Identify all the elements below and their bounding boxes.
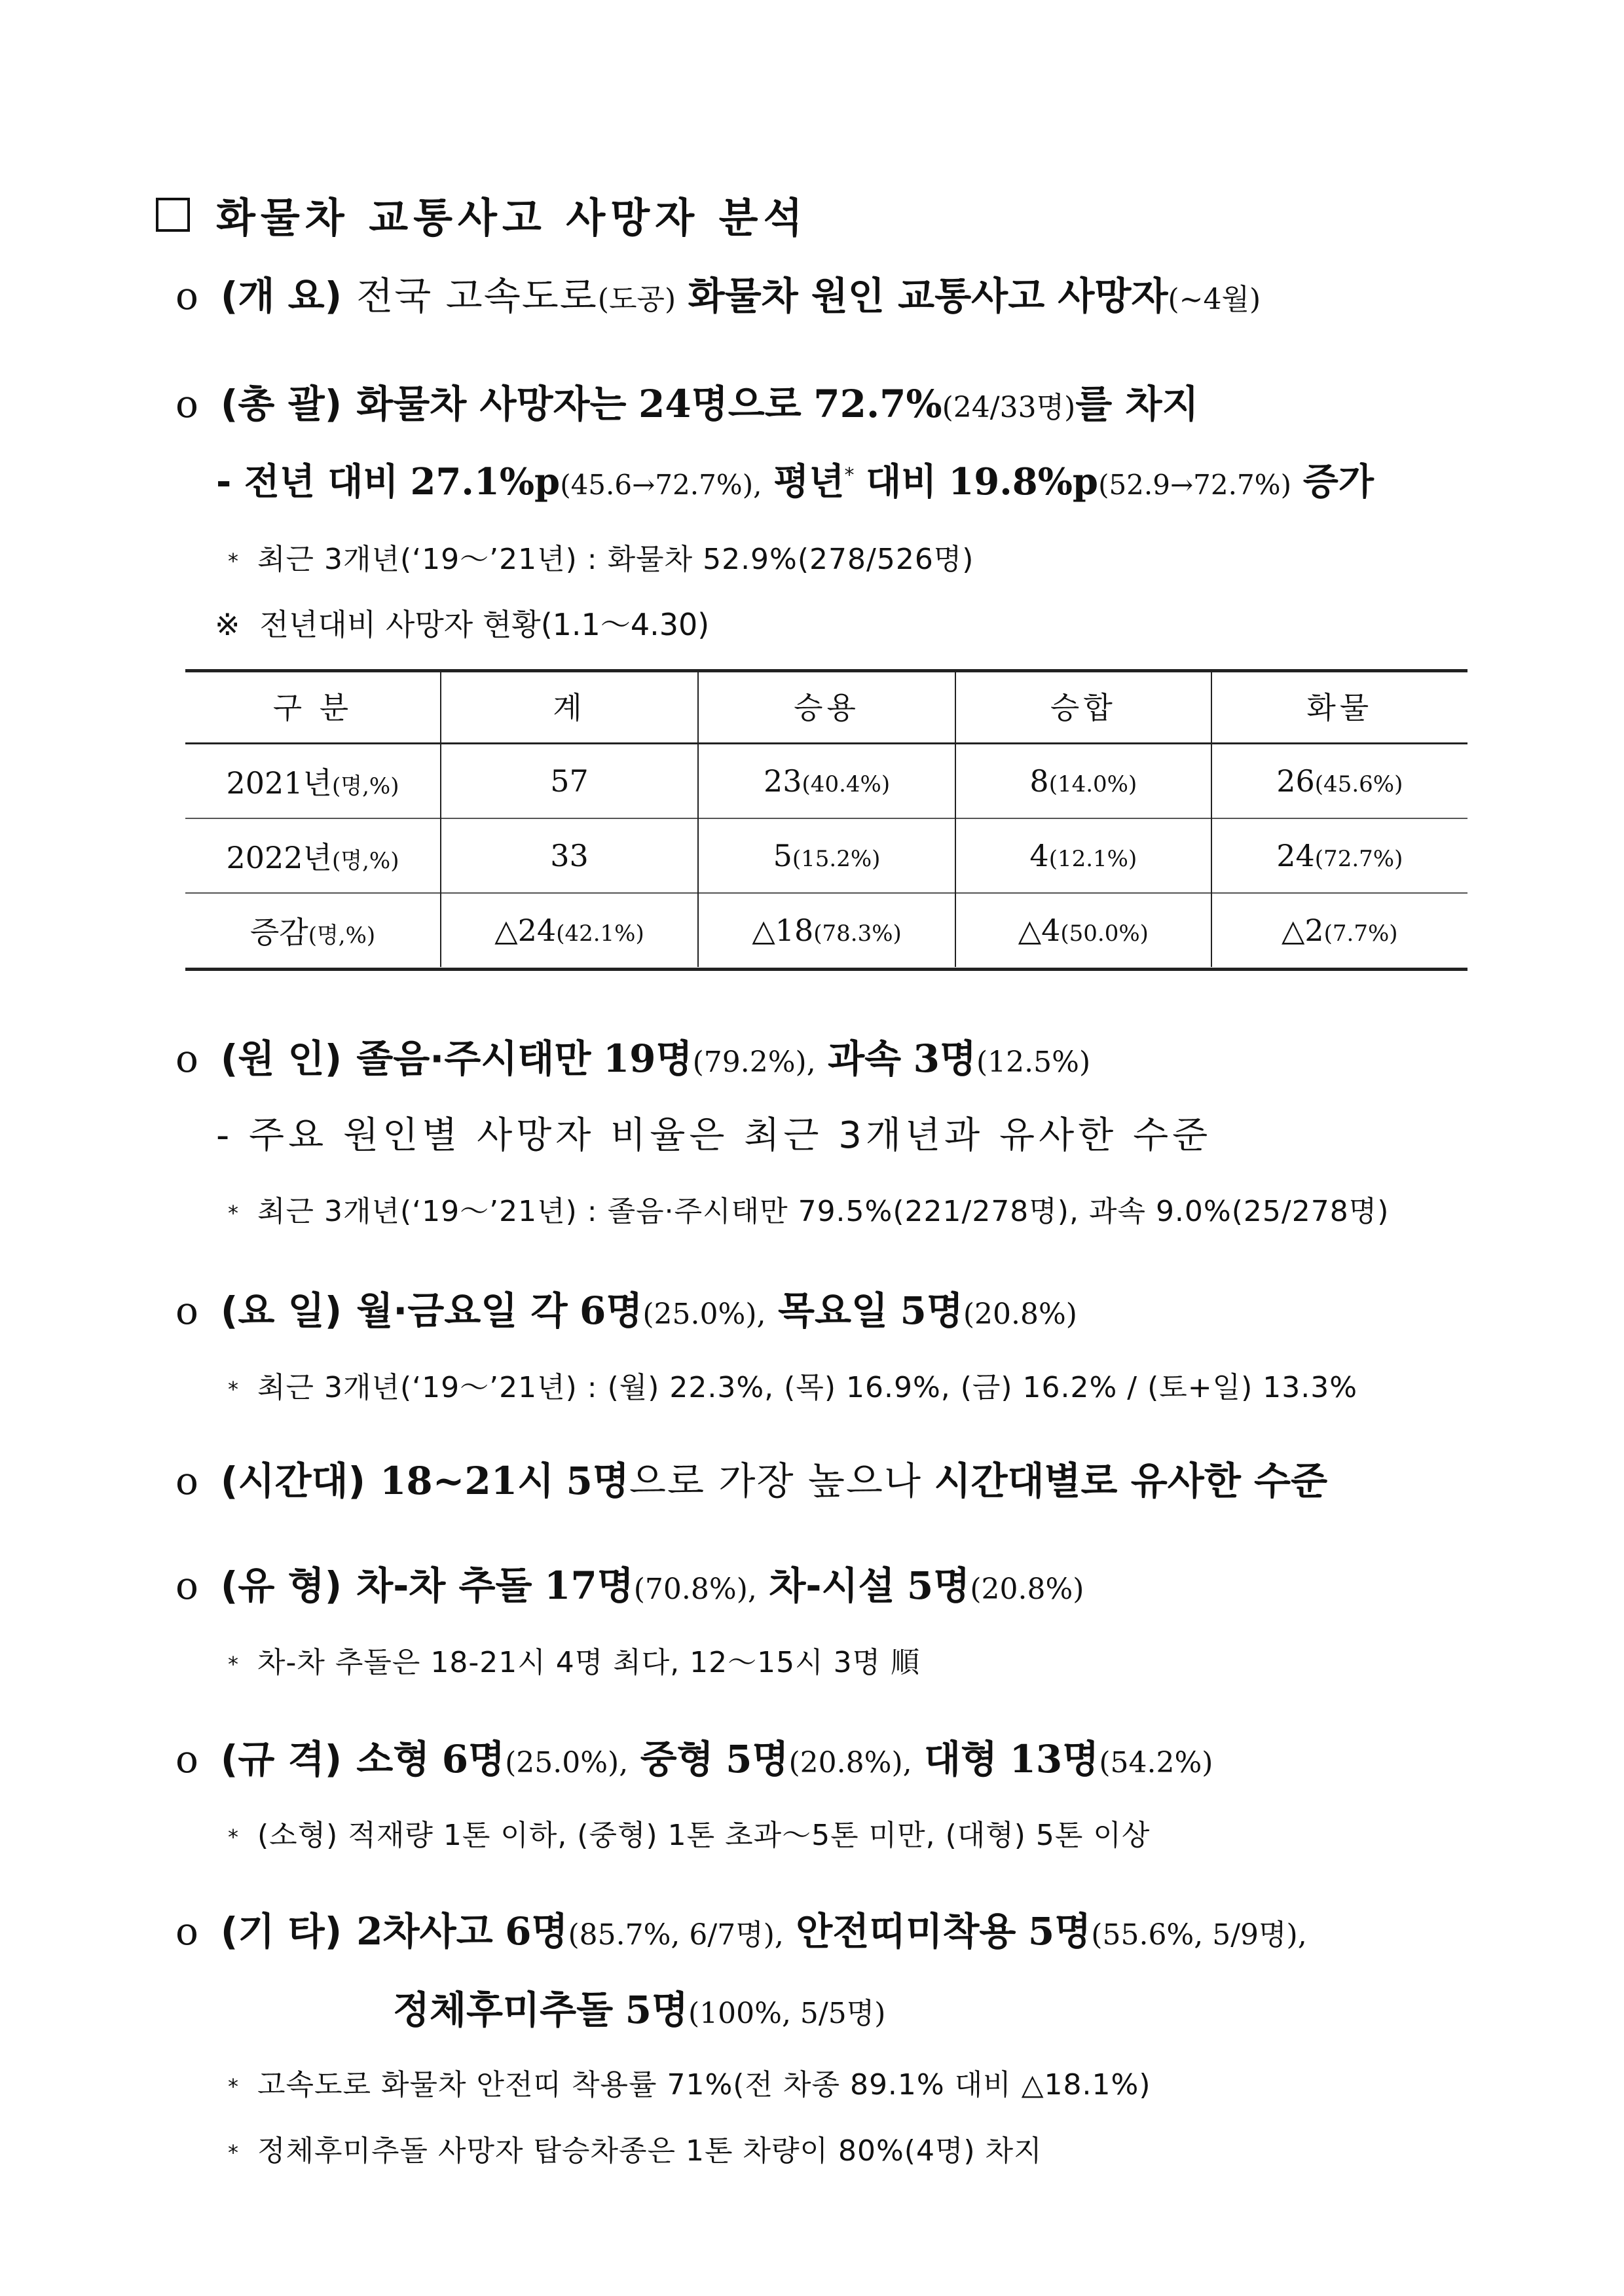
row-unit: (명,%) bbox=[332, 773, 399, 799]
etc-text-2: 6명 bbox=[505, 1909, 568, 1954]
weekday-text-1: 월·금요일 각 bbox=[356, 1288, 568, 1333]
cell-percent: (12.1%) bbox=[1048, 846, 1137, 872]
cell-percent: (14.0%) bbox=[1048, 771, 1137, 797]
cell-percent: (78.3%) bbox=[813, 920, 902, 947]
asterisk-icon: * bbox=[228, 2140, 239, 2165]
etc-text-3: (85.7%, 6/7명), bbox=[568, 1918, 784, 1952]
summary-text-2: 24명 bbox=[638, 382, 728, 426]
bullet-o-icon: o bbox=[175, 1036, 198, 1081]
weekday-note bbox=[228, 1364, 1357, 1406]
checkbox-square-icon bbox=[156, 198, 190, 232]
etc-note-2-text: 정체후미추돌 사망자 탑승차종은 1톤 차량이 80%(4명) 차지 bbox=[257, 2134, 1043, 2168]
cell-percent: (42.1%) bbox=[556, 920, 644, 947]
cause-line bbox=[175, 1028, 1090, 1083]
summary-dash-text-1: - 전년 대비 bbox=[216, 461, 399, 503]
weekday-note-text: 최근 3개년(‘19～’21년) : (월) 22.3%, (목) 16.9%, (금) 16.2% / (토+일) 13.3% bbox=[257, 1371, 1358, 1404]
cell-value: △4 bbox=[1018, 913, 1061, 948]
weekday-text-6: (20.8%) bbox=[963, 1298, 1077, 1331]
size-text-5: 5명 bbox=[726, 1737, 789, 1781]
time-text-3: 으로 가장 높으나 bbox=[629, 1459, 922, 1503]
etc-note-1-text: 고속도로 화물차 안전띠 착용률 71%(전 차종 89.1% 대비 △18.1%) bbox=[257, 2068, 1151, 2102]
size-note-text: (소형) 적재량 1톤 이하, (중형) 1톤 초과～5톤 미만, (대형) 5톤 이상 bbox=[257, 1819, 1151, 1852]
summary-text-1: 화물차 사망자는 bbox=[356, 382, 627, 426]
cause-text-1: 졸음·주시태만 bbox=[356, 1036, 591, 1081]
bullet-o-icon: o bbox=[175, 1737, 198, 1781]
section-title: 화물차 교통사고 사망자 분석 bbox=[216, 194, 808, 242]
cell-percent: (40.4%) bbox=[802, 771, 891, 797]
etc-line bbox=[175, 1901, 1307, 1956]
size-text-7: 대형 bbox=[924, 1737, 998, 1781]
type-tag: (유 형) bbox=[220, 1563, 342, 1608]
bullet-o-icon: o bbox=[175, 274, 198, 318]
cell-value: 24 bbox=[1276, 838, 1315, 873]
summary-dash-sup: * bbox=[844, 464, 855, 487]
weekday-text-4: 목요일 bbox=[777, 1288, 889, 1333]
table-cell bbox=[441, 744, 698, 819]
etc-text-8: 5명 bbox=[625, 1988, 688, 2032]
cause-text-4: 과속 bbox=[828, 1036, 902, 1081]
summary-text-6: 를 차지 bbox=[1075, 382, 1199, 426]
row-unit: (명,%) bbox=[332, 848, 399, 874]
table-header-row bbox=[185, 669, 1467, 744]
weekday-text-2: 6명 bbox=[580, 1288, 643, 1333]
cause-note bbox=[228, 1188, 1389, 1230]
cell-percent: (50.0%) bbox=[1060, 920, 1149, 947]
summary-dash-text-5: 대비 bbox=[866, 461, 937, 503]
size-text-3: (25.0%), bbox=[505, 1746, 629, 1779]
type-note bbox=[228, 1639, 920, 1681]
size-text-9: (54.2%) bbox=[1099, 1746, 1213, 1779]
size-text-2: 6명 bbox=[441, 1737, 506, 1781]
etc-text-4: 안전띠미착용 bbox=[796, 1909, 1016, 1954]
type-text-1: 차-차 추돌 bbox=[356, 1563, 532, 1608]
row-label: 2021년 bbox=[226, 765, 332, 801]
type-text-3: (70.8%), bbox=[633, 1573, 757, 1606]
bullet-o-icon: o bbox=[175, 1459, 198, 1503]
row-label-cell bbox=[185, 744, 441, 819]
cell-percent: (7.7%) bbox=[1323, 920, 1398, 947]
row-label: 증감 bbox=[249, 915, 308, 950]
section-title-row bbox=[156, 185, 807, 244]
etc-line-2 bbox=[393, 1979, 885, 2034]
summary-note-text: 최근 3개년(‘19～’21년) : 화물차 52.9%(278/526명) bbox=[257, 543, 974, 576]
table-cell bbox=[698, 818, 955, 893]
cause-note-text: 최근 3개년(‘19～’21년) : 졸음·주시태만 79.5%(221/278명), 과속 9.0%(25/278명) bbox=[257, 1195, 1390, 1228]
summary-line bbox=[175, 373, 1199, 428]
table-cell bbox=[698, 744, 955, 819]
time-text-2: 5명 bbox=[566, 1459, 629, 1503]
overview-tag: (개 요) bbox=[220, 274, 342, 318]
cell-value: △2 bbox=[1282, 913, 1324, 948]
asterisk-icon: * bbox=[228, 1377, 239, 1402]
cell-percent: (72.7%) bbox=[1314, 846, 1403, 872]
table-header-cell: 계 bbox=[441, 669, 698, 744]
etc-text-5: 5명 bbox=[1027, 1909, 1092, 1954]
asterisk-icon: * bbox=[228, 1825, 239, 1850]
weekday-tag: (요 일) bbox=[220, 1288, 342, 1333]
weekday-text-3: (25.0%), bbox=[642, 1298, 766, 1331]
cell-value: 8 bbox=[1029, 763, 1049, 799]
table-row bbox=[185, 744, 1467, 819]
cause-tag: (원 인) bbox=[220, 1036, 342, 1081]
summary-dash-text-8: 증가 bbox=[1302, 461, 1374, 503]
size-tag: (규 격) bbox=[220, 1737, 342, 1781]
reference-mark-icon: ※ bbox=[215, 607, 240, 642]
etc-text-6: (55.6%, 5/9명), bbox=[1091, 1918, 1307, 1952]
table-cell bbox=[955, 893, 1211, 967]
overview-text-3: 화물차 원인 교통사고 사망자 bbox=[688, 274, 1168, 318]
time-tag: (시간대) bbox=[220, 1459, 366, 1503]
bullet-o-icon: o bbox=[175, 1288, 198, 1333]
type-text-6: (20.8%) bbox=[970, 1573, 1084, 1606]
etc-note-1 bbox=[228, 2061, 1151, 2103]
table-header-cell: 구 분 bbox=[185, 669, 441, 744]
fatality-table bbox=[185, 669, 1467, 967]
table-row bbox=[185, 818, 1467, 893]
etc-text-9: (100%, 5/5명) bbox=[688, 1997, 886, 2030]
cause-text-5: 3명 bbox=[913, 1036, 977, 1081]
row-label: 2022년 bbox=[226, 840, 332, 875]
table-caption bbox=[215, 601, 709, 644]
etc-text-1: 2차사고 bbox=[356, 1909, 493, 1954]
cell-value: 5 bbox=[773, 838, 792, 873]
overview-text-1: 전국 고속도로 bbox=[356, 274, 598, 318]
summary-dash-text-2: 27.1%p bbox=[410, 460, 561, 503]
summary-dash-text-3: (45.6→72.7%), bbox=[560, 469, 762, 501]
table-header-cell: 화물 bbox=[1211, 669, 1467, 744]
summary-dash-text-6: 19.8%p bbox=[948, 460, 1099, 503]
overview-text-2: (도공) bbox=[597, 283, 676, 316]
row-unit: (명,%) bbox=[308, 922, 376, 949]
table-header-cell: 승용 bbox=[698, 669, 955, 744]
weekday-text-5: 5명 bbox=[900, 1288, 963, 1333]
cell-percent: (45.6%) bbox=[1314, 771, 1403, 797]
table-cell bbox=[955, 744, 1211, 819]
size-text-8: 13명 bbox=[1009, 1737, 1099, 1781]
type-line bbox=[175, 1555, 1084, 1610]
cell-value: △24 bbox=[494, 913, 557, 948]
size-text-1: 소형 bbox=[356, 1737, 430, 1781]
table-header-cell: 승합 bbox=[955, 669, 1211, 744]
type-note-text: 차-차 추돌은 18-21시 4명 최다, 12～15시 3명 順 bbox=[257, 1646, 921, 1679]
bullet-o-icon: o bbox=[175, 1563, 198, 1608]
etc-text-7: 정체후미추돌 bbox=[393, 1988, 614, 2032]
summary-dash-text-4: 평년 bbox=[773, 461, 845, 503]
asterisk-icon: * bbox=[228, 1652, 239, 1677]
etc-tag: (기 타) bbox=[220, 1909, 342, 1954]
table-row bbox=[185, 893, 1467, 967]
overview-line bbox=[175, 265, 1261, 320]
size-text-6: (20.8%), bbox=[788, 1746, 912, 1779]
summary-note bbox=[228, 536, 974, 577]
table-bottom-rule bbox=[185, 968, 1467, 971]
cell-percent: (15.2%) bbox=[792, 846, 881, 872]
overview-text-4: (~4월) bbox=[1168, 283, 1261, 316]
cell-value: 57 bbox=[550, 763, 589, 799]
asterisk-icon: * bbox=[228, 1201, 239, 1226]
table-cell bbox=[441, 893, 698, 967]
type-text-2: 17명 bbox=[544, 1563, 634, 1608]
asterisk-icon: * bbox=[228, 549, 239, 574]
cell-value: 33 bbox=[550, 838, 589, 873]
table-cell bbox=[441, 818, 698, 893]
type-text-4: 차-시설 bbox=[769, 1563, 895, 1608]
summary-dash-text-7: (52.9→72.7%) bbox=[1098, 469, 1291, 501]
etc-note-2 bbox=[228, 2127, 1043, 2169]
cause-text-3: (79.2%), bbox=[692, 1046, 816, 1079]
time-text-4: 시간대별로 유사한 수준 bbox=[934, 1459, 1328, 1503]
cause-text-2: 19명 bbox=[602, 1036, 693, 1081]
size-text-4: 중형 bbox=[640, 1737, 714, 1781]
cell-value: 26 bbox=[1276, 763, 1315, 799]
table-cell bbox=[955, 818, 1211, 893]
cause-text-6: (12.5%) bbox=[976, 1046, 1091, 1079]
summary-text-3: 으로 bbox=[728, 382, 802, 426]
size-line bbox=[175, 1728, 1213, 1783]
bullet-o-icon: o bbox=[175, 1909, 198, 1954]
table-cell bbox=[698, 893, 955, 967]
cell-value: △18 bbox=[752, 913, 814, 948]
summary-tag: (총 괄) bbox=[220, 382, 342, 426]
type-text-5: 5명 bbox=[906, 1563, 970, 1608]
cause-dash: - 주요 원인별 사망자 비율은 최근 3개년과 유사한 수준 bbox=[216, 1114, 1212, 1157]
summary-dash-line bbox=[216, 453, 1374, 505]
table-cell bbox=[1211, 818, 1467, 893]
table-caption-text: 전년대비 사망자 현황(1.1～4.30) bbox=[259, 607, 710, 642]
asterisk-icon: * bbox=[228, 2074, 239, 2099]
summary-text-4: 72.7% bbox=[813, 382, 942, 426]
cell-value: 23 bbox=[764, 763, 802, 799]
summary-text-5: (24/33명) bbox=[942, 391, 1076, 424]
time-text-1: 18~21시 bbox=[380, 1459, 555, 1503]
cell-value: 4 bbox=[1029, 838, 1049, 873]
bullet-o-icon: o bbox=[175, 382, 198, 426]
table-cell bbox=[1211, 744, 1467, 819]
table-cell bbox=[1211, 893, 1467, 967]
weekday-line bbox=[175, 1280, 1077, 1335]
row-label-cell bbox=[185, 818, 441, 893]
size-note bbox=[228, 1812, 1150, 1853]
row-label-cell bbox=[185, 893, 441, 967]
time-line bbox=[175, 1450, 1327, 1505]
